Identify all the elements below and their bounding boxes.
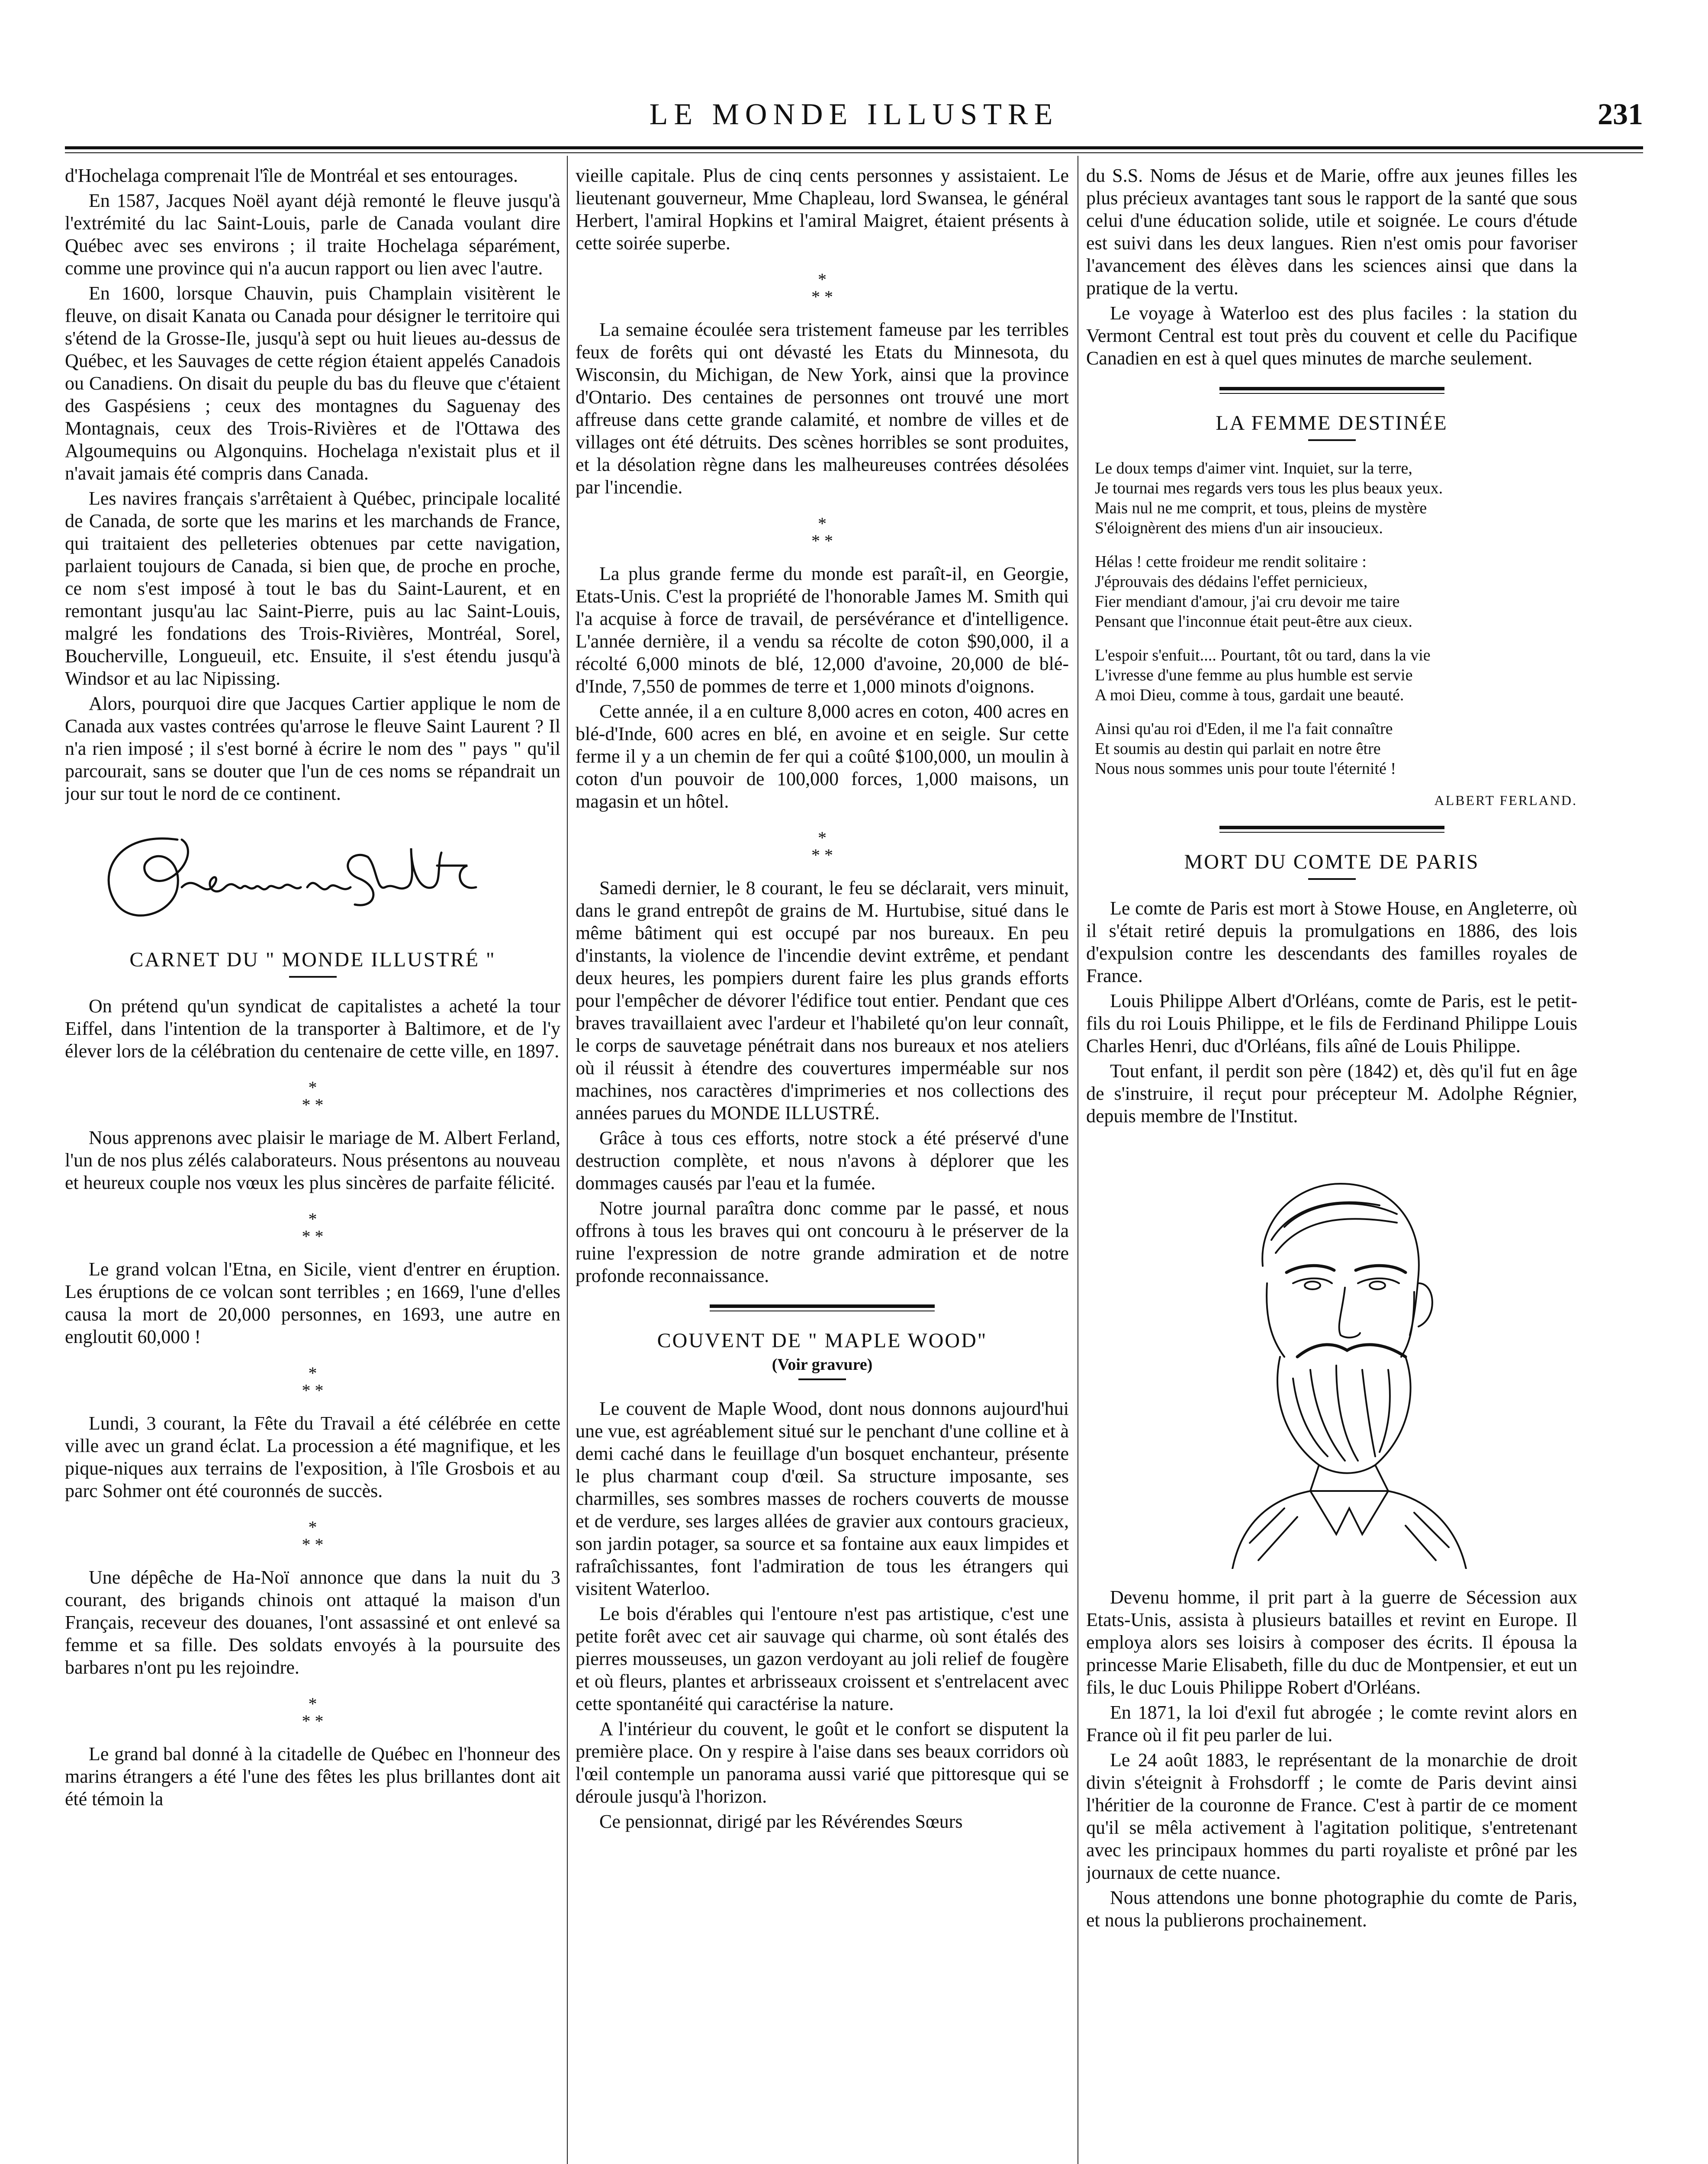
paragraph: Louis Philippe Albert d'Orléans, comte de Paris, est le petit-fils du roi Louis Philippe, et le fils de Ferdinand Philippe Louis Charles Henri, duc d'Orléans, fils aîné de Louis Philippe. [1086,990,1577,1056]
page-number: 231 [1598,98,1643,131]
header-rule-thin [65,152,1643,153]
paragraph: La semaine écoulée sera tristement fameuse par les terribles feux de forêts qui ont dévasté les Etats du Minnesota, du Wisconsin, du Michigan, de New York, ainsi que la province d'Ontario. Des centaines de personnes ont trouvé une mort affreuse dans cette grande calamité, et nombre de villes et de villages ont été détruits. Des scènes horribles se sont produites, et la désolation règne dans les malheureuses contrées désolées par l'incendie. [576,319,1069,498]
paragraph: Devenu homme, il prit part à la guerre de Sécession aux Etats-Unis, assista à plusieurs batailles et revint en Europe. Il employa alors ses loisirs à composer des écrits. Il épousa la princesse Marie Elisabeth, fille du duc de Montpensier, et eut un fils, le duc Louis Philippe Robert d'Orléans. [1086,1587,1577,1698]
paragraph: Les navires français s'arrêtaient à Québec, principale localité de Canada, de sorte que les marins et les marchands de France, qui traitaient des pelleteries obtenues par cette navigation, parlaient toujours de Canada, si bien que, de proche en proche, ce nom s'est imposé à tout le bas du Saint-Laurent, et en remontant jusqu'au lac Saint-Pierre, puis au lac Saint-Louis, malgré les fondations des Trois-Rivières, Montréal, Sorel, Boucherville, Longueuil, etc. Ensuite, il s'est étendu jusqu'à Windsor et au lac Nipissing. [65,488,560,689]
page-title: LE MONDE ILLUSTRE [649,98,1059,131]
paragraph: Le couvent de Maple Wood, dont nous donnons aujourd'hui une vue, est agréablement situé sur le penchant d'une colline et à demi caché dans le feuillage d'un bosquet enchanteur, présente le plus charmant coup d'œil. Sa structure imposante, ses charmilles, ses sombres masses de rochers couverts de mousse et de verdure, ses larges allées de gravier aux contours gracieux, son jardin potager, sa source et sa fontaine aux eaux limpides et rafraîchissantes, font l'admiration de tous les étrangers qui visitent Waterloo. [576,1398,1069,1599]
signature-graphic [65,822,498,935]
paragraph: Cette année, il a en culture 8,000 acres en coton, 400 acres en blé-d'Inde, 600 acres en blé, en avoine et en seigle. Sur cette ferme il y a un chemin de fer qui a coûté $100,000, un moulin à coton d'un pouvoir de 100,000 forces, 1,000 maisons, un magasin et un hôtel. [576,701,1069,812]
signature-benjamin-sulte [65,822,560,935]
paragraph: Le voyage à Waterloo est des plus faciles : la station du Vermont Central est tout près du couvent et celle du Pacifique Canadien en est à quel ques minutes de marche seulement. [1086,303,1577,369]
asterism: * * * [302,1363,324,1400]
couvent-heading: COUVENT DE " MAPLE WOOD" [657,1329,987,1352]
column-1 [65,164,560,2164]
paragraph: Nous apprenons avec plaisir le mariage de M. Albert Ferland, l'un de nos plus zélés calaborateurs. Nous présentons au nouveau et heureux couple nos vœux les plus sincères de parfaite félicité. [65,1127,560,1193]
paragraph: Grâce à tous ces efforts, notre stock a été préservé d'une destruction complète, et nous n'avons à déplorer que les dommages causés par l'eau et la fumée. [576,1127,1069,1194]
paragraph: Alors, pourquoi dire que Jacques Cartier applique le nom de Canada aux vastes contrées qu'arrose le fleuve Saint Laurent ? Il n'a rien imposé ; il s'est borné à écrire le nom des " pays " qu'il parcourait, sans se douter que l'un de ces noms se répandrait un jour sur tout le nord de ce continent. [65,693,560,804]
column-2 [576,164,1069,2164]
portrait-engraving [1155,1153,1509,1569]
poem-line: Le doux temps d'aimer vint. Inquiet, sur la terre, [1095,459,1412,477]
paragraph: A l'intérieur du couvent, le goût et le confort se disputent la première place. On y respire à l'aise dans ses beaux corridors où l'œil contemple un panorama aussi varié que pittoresque qui se déroule jusqu'à l'horizon. [576,1718,1069,1807]
paragraph: Lundi, 3 courant, la Fête du Travail a été célébrée en cette ville avec un grand éclat. La procession a été magnifique, et les pique-niques aux terrains de l'exposition, à l'île Grosbois et au parc Sohmer ont été couronnés de succès. [65,1413,560,1501]
paragraph: Samedi dernier, le 8 courant, le feu se déclarait, vers minuit, dans le grand entrepôt de grains de M. Hurtubise, situé dans le même bâtiment qui est occupé par nos bureaux. En peu d'instants, la violence de l'incendie devint extrême, et pendant deux heures, les pompiers durent faire les plus grands efforts pour l'empêcher de dévorer l'édifice tout entier. Pendant que ces braves travaillaient avec l'ardeur et l'habileté qu'on leur connaît, le corps de sauvetage pénétrait dans nos bureaux et nos ateliers où il réussit à étendre des couvertures imperméable sur nos machines, nos caractères d'imprimeries et nos collections des années parues du MONDE ILLUSTRÉ. [576,877,1069,1124]
poem-stanza [1086,458,1577,538]
poem-line: Ainsi qu'au roi d'Eden, il me l'a fait connaître [1095,720,1393,738]
poem-line: Fier mendiant d'amour, j'ai cru devoir me taire [1095,593,1400,611]
paragraph: En 1600, lorsque Chauvin, puis Champlain visitèrent le fleuve, on disait Kanata ou Canada pour désigner le territoire qui s'étend de la Grosse-Ile, jusqu'à sept ou huit lieues au-dessus de Québec, et les Sauvages de cette région étaient appelés Canadois ou Canadiens. On disait du peuple du bas du fleuve que c'étaient des Gaspésiens ; ceux des montagnes du Saguenay des Montagnais, ceux des Trois-Rivières et de l'Ottawa des Algoumequins ou Algonquins. Hochelaga n'existait plus et il n'avait jamais été compris dans Canada. [65,283,560,484]
mort-heading: MORT DU COMTE DE PARIS [1184,850,1480,873]
paragraph: La plus grande ferme du monde est paraît-il, en Georgie, Etats-Unis. C'est la propriété de l'honorable James M. Smith qui l'a acquise à force de travail, de persévérance et d'intelligence. L'année dernière, il a vendu sa récolte de coton $90,000, il a récolté 6,000 minots de blé, 12,000 d'avoine, 20,000 de blé-d'Inde, 7,550 de pommes de terre et 1,000 minots d'oignons. [576,563,1069,697]
section-rule [710,1304,935,1311]
paragraph: Le comte de Paris est mort à Stowe House, en Angleterre, où il s'était retiré depuis la promulgations en 1886, des lois d'expulsion contre les descendants des familles royales de France. [1086,898,1577,986]
paragraph: En 1587, Jacques Noël ayant déjà remonté le fleuve jusqu'à l'extrémité du lac Saint-Louis, parle de Canada voulant dire Québec avec ses environs ; il traite Hochelaga séparément, comme une province qui n'a aucun rapport ou lien avec l'autre. [65,190,560,279]
paragraph: Ce pensionnat, dirigé par les Révérendes Sœurs [599,1811,963,1832]
poem-stanza [1086,719,1577,779]
paragraph: Tout enfant, il perdit son père (1842) et, dès qu'il fut en âge de s'instruire, il reçut pour précepteur M. Adolphe Régnier, depuis membre de l'Institut. [1086,1060,1577,1127]
poem-line: S'éloignèrent des miens d'un air insoucieux. [1095,519,1383,537]
poem-line: L'ivresse d'une femme au plus humble est servie [1095,666,1413,684]
paragraph: Le grand bal donné à la citadelle de Québec en l'honneur des marins étrangers a été l'une des fêtes les plus brillantes dont ait été témoin la [65,1743,560,1810]
asterism: * * * [302,1078,324,1114]
asterism: * * * [811,514,833,551]
portrait-comte-de-paris [1155,1153,1509,1569]
poem-line: Et soumis au destin qui parlait en notre être [1095,740,1381,758]
poem-stanza [1086,645,1577,705]
couvent-subheading: (Voir gravure) [772,1356,873,1374]
heading-rule [1308,439,1356,441]
poem-author: ALBERT FERLAND. [1434,792,1577,808]
section-rule [1219,826,1444,833]
column-divider [567,156,568,2164]
poem-heading: LA FEMME DESTINÉE [1216,412,1448,435]
asterism: * * * [302,1694,324,1731]
paragraph: d'Hochelaga comprenait l'île de Montréal et ses entourages. [65,165,518,186]
paragraph: Notre journal paraîtra donc comme par le passé, et nous offrons à tous les braves qui ont concouru à le préserver de la ruine l'expression de notre grande admiration et de notre profonde reconnaissance. [576,1198,1069,1286]
poem-line: A moi Dieu, comme à tous, gardait une beauté. [1095,686,1404,704]
heading-rule [289,976,337,978]
poem-line: Pensant que l'inconnue était peut-être aux cieux. [1095,612,1412,631]
poem-line: Hélas ! cette froideur me rendit solitaire : [1095,553,1367,571]
asterism: * * * [811,828,833,865]
asterism: * * * [302,1209,324,1246]
asterism: * * * [302,1517,324,1554]
paragraph: Le grand volcan l'Etna, en Sicile, vient d'entrer en éruption. Les éruptions de ce volcan sont terribles ; en 1669, l'une d'elles causa la mort de 20,000 personnes, en 1693, une autre en engloutit 60,000 ! [65,1259,560,1347]
carnet-heading: CARNET DU " MONDE ILLUSTRÉ " [129,948,496,971]
paragraph: Le bois d'érables qui l'entoure n'est pas artistique, c'est une petite forêt avec cet air sauvage qui charme, où sont étalés des pierres mousseuses, un gazon verdoyant au joli relief de fougère et où fleurs, plantes et arbrisseaux croissent et s'entrelacent avec cette spontanéité qui caractérise la nature. [576,1603,1069,1714]
paragraph: On prétend qu'un syndicat de capitalistes a acheté la tour Eiffel, dans l'intention de la transporter à Baltimore, et de l'y élever lors de la célébration du centenaire de cette ville, en 1897. [65,995,560,1062]
column-3 [1086,164,1577,2164]
section-rule [1219,387,1444,394]
poem-line: Nous nous sommes unis pour toute l'éternité ! [1095,760,1396,778]
paragraph: En 1871, la loi d'exil fut abrogée ; le comte revint alors en France où il fit peu parler de lui. [1086,1702,1577,1745]
masthead [65,97,1643,145]
poem-line: L'espoir s'enfuit.... Pourtant, tôt ou tard, dans la vie [1095,646,1431,664]
paragraph: Le 24 août 1883, le représentant de la monarchie de droit divin s'éteignit à Frohsdorff ; le comte de Paris devint ainsi l'héritier de la couronne de France. C'est à partir de ce moment qu'il se mêla activement à l'agitation politique, s'entretenant avec les principaux hommes du parti royaliste et prôné par les journaux de cette nuance. [1086,1749,1577,1883]
poem-stanza [1086,552,1577,631]
heading-rule [798,1378,846,1380]
paragraph: vieille capitale. Plus de cinq cents personnes y assistaient. Le lieutenant gouverneur, Mme Chapleau, lord Swansea, le général Herbert, l'amiral Hopkins et l'amiral Maigret, étaient présents à cette soirée superbe. [576,165,1069,254]
poem-line: Mais nul ne me comprit, et tous, pleins de mystère [1095,499,1427,517]
heading-rule [1308,878,1356,880]
paragraph: Une dépêche de Ha-Noï annonce que dans la nuit du 3 courant, des brigands chinois ont attaqué la maison d'un Français, receveur des douanes, l'ont assassiné et ont enlevé sa femme et sa fille. Des soldats envoyés à la poursuite des barbares n'ont pu les rejoindre. [65,1567,560,1678]
paragraph: du S.S. Noms de Jésus et de Marie, offre aux jeunes filles les plus précieux avantages tant sous le rapport de la santé que sous celui d'une éducation solide, utile et soignée. Le cours d'étude est suivi dans les deux langues. Rien n'est omis pour favoriser l'avancement des élèves dans les sciences ainsi que dans la pratique de la vertu. [1086,165,1577,299]
paragraph: Nous attendons une bonne photographie du comte de Paris, et nous la publierons prochainement. [1086,1887,1577,1931]
poem-line: J'éprouvais des dédains l'effet pernicieux, [1095,573,1368,591]
asterism: * * * [811,270,833,306]
header-rule-thick [65,146,1643,149]
poem-line: Je tournai mes regards vers tous les plus beaux yeux. [1095,479,1443,497]
